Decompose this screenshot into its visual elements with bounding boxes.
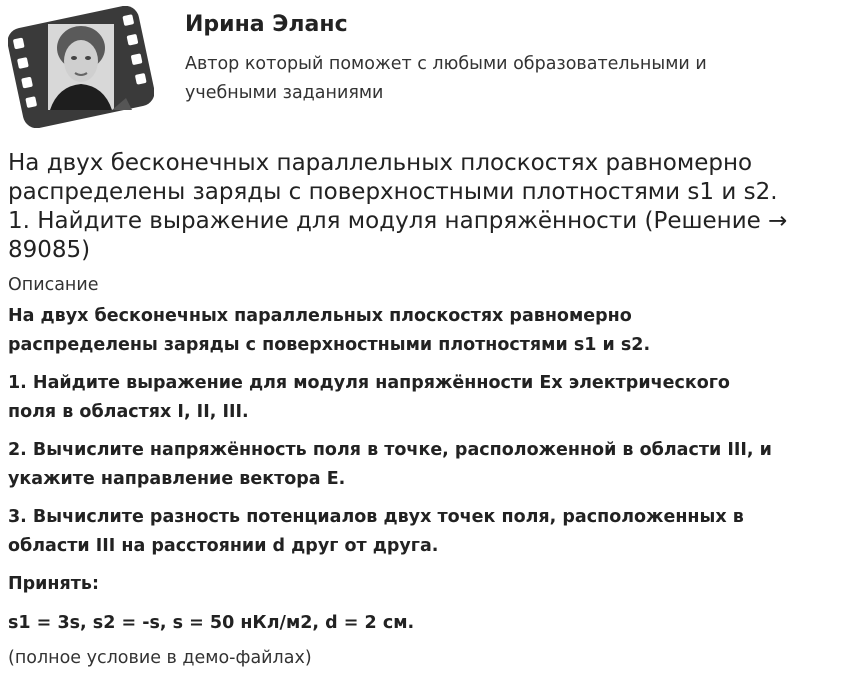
paragraph-line: s1 = 3s, s2 = -s, s = 50 нКл/м2, d = 2 см. xyxy=(8,612,415,633)
paragraph-task-2 xyxy=(8,436,843,493)
paragraph-line: 1. Найдите выражение для модуля напряжённости Ex электрического xyxy=(8,373,730,393)
author-description-line: учебными заданиями xyxy=(185,83,384,103)
paragraph-line: области III на расстоянии d друг от друга. xyxy=(8,535,439,556)
author-description-line: Автор который поможет с любыми образовательными и xyxy=(185,54,707,74)
title-line: На двух бесконечных параллельных плоскостях равномерно xyxy=(8,150,753,176)
paragraph-line: На двух бесконечных параллельных плоскостях равномерно xyxy=(8,306,632,326)
description-body xyxy=(8,302,843,647)
paragraph-line: Принять: xyxy=(8,574,99,594)
author-name[interactable]: Ирина Эланс xyxy=(185,12,348,37)
author-description xyxy=(185,50,825,108)
paragraph-task-3 xyxy=(8,503,843,560)
author-block xyxy=(0,0,847,130)
title-line: распределены заряды с поверхностными плотностями s1 и s2. xyxy=(8,179,778,205)
paragraph-given-label xyxy=(8,570,843,599)
paragraph-line: укажите направление вектора E. xyxy=(8,468,346,489)
title-line: 89085) xyxy=(8,237,91,263)
paragraph-task-1 xyxy=(8,369,843,426)
paragraph-line: 2. Вычислите напряжённость поля в точке, расположенной в области III, и xyxy=(8,440,772,460)
paragraph-intro xyxy=(8,302,843,359)
paragraph-line: распределены заряды с поверхностными плотностями s1 и s2. xyxy=(8,334,651,355)
paragraph-given-values xyxy=(8,609,843,638)
description-label: Описание xyxy=(8,275,99,295)
paragraph-line: 3. Вычислите разность потенциалов двух точек поля, расположенных в xyxy=(8,507,744,527)
paragraph-line: поля в областях I, II, III. xyxy=(8,401,249,422)
title-line: 1. Найдите выражение для модуля напряжённости (Решение → xyxy=(8,208,788,234)
page-title xyxy=(8,149,838,265)
footer-note: (полное условие в демо-файлах) xyxy=(8,648,312,668)
author-avatar[interactable] xyxy=(8,6,154,128)
